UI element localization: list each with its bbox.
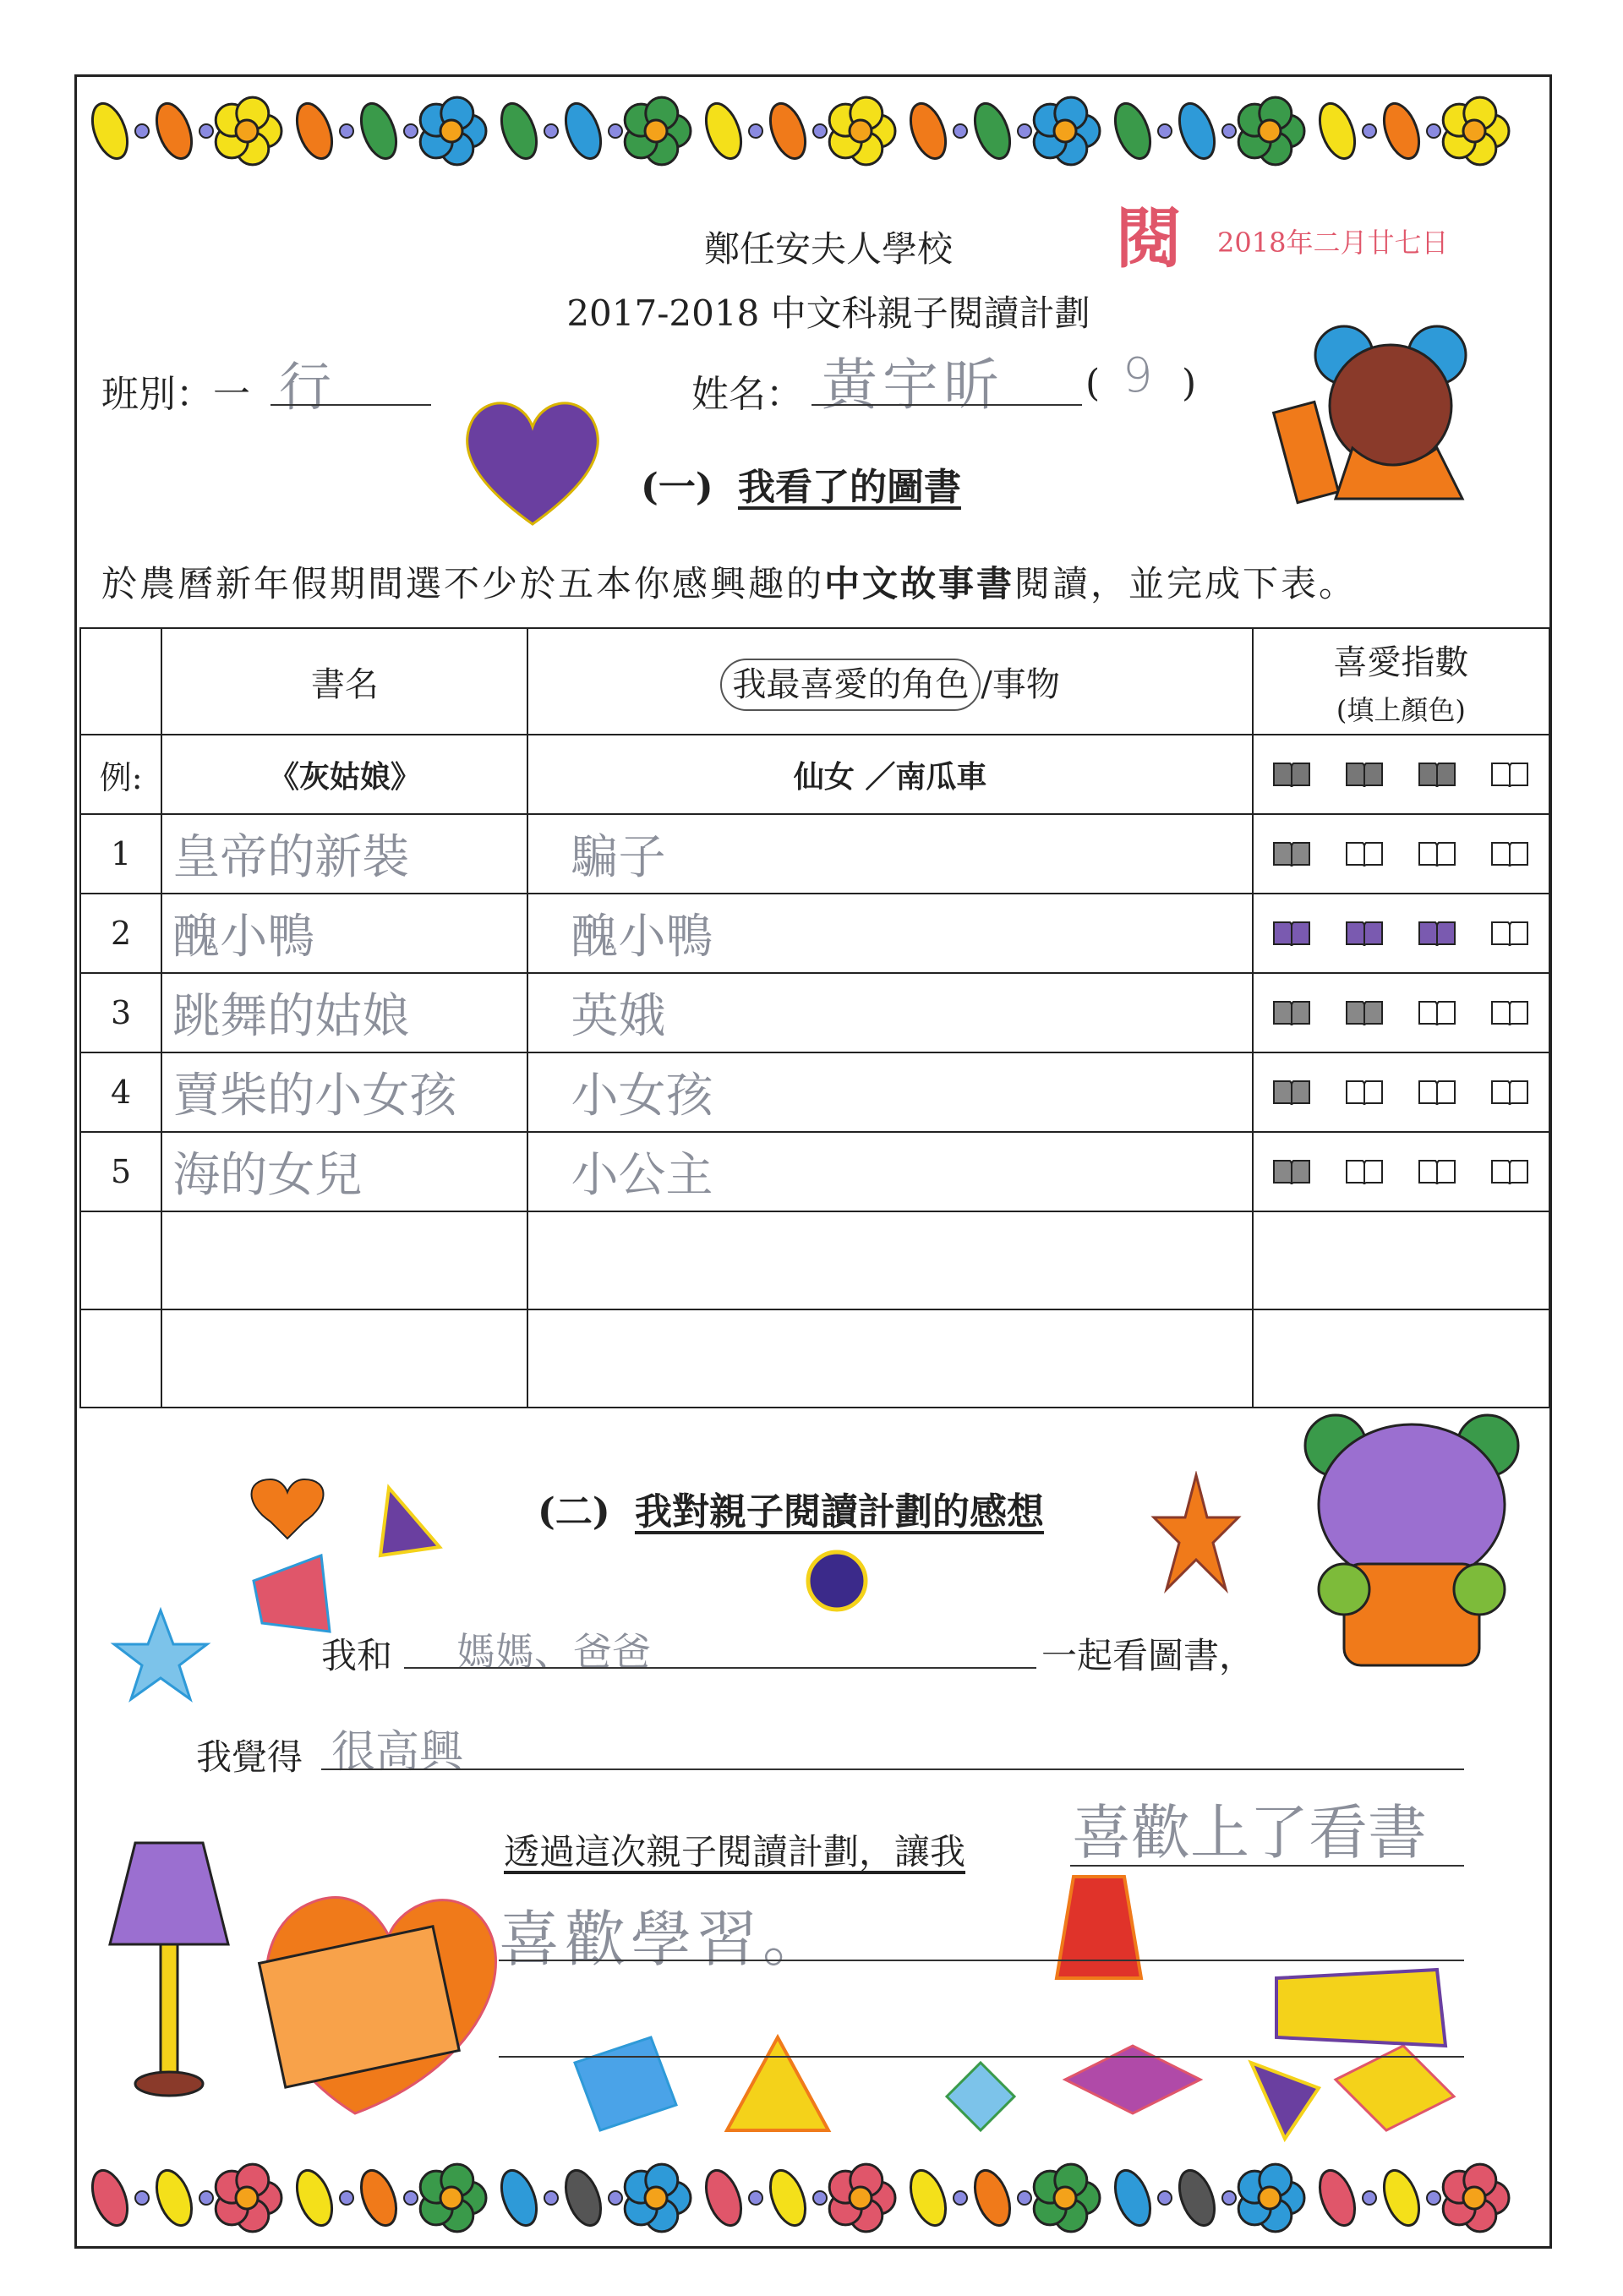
reflection-line2-pre: 我覺得	[196, 1736, 303, 1778]
book-title: 海的女兒	[161, 1132, 527, 1211]
header-rating-note: (填上顏色)	[1336, 693, 1466, 726]
section2-title: 我對親子閱讀計劃的感想	[634, 1490, 1044, 1533]
book-rating-empty-icon	[1490, 1078, 1529, 1107]
book-rating-filled-icon	[1272, 760, 1311, 789]
book-rating-filled-icon	[1272, 1157, 1311, 1186]
book-title: 賣柴的小女孩	[161, 1052, 527, 1132]
reflection-line1-pre: 我和	[321, 1635, 393, 1676]
yellow-shape-drawing	[1268, 1961, 1454, 2054]
empty-row	[80, 1309, 1549, 1408]
red-lantern-drawing	[1048, 1860, 1150, 1995]
header-title: 書名	[161, 628, 527, 735]
school-title: 鄭任安夫人學校	[703, 228, 953, 270]
student-number: 9	[1123, 348, 1153, 403]
orange-star-drawing	[1150, 1471, 1243, 1598]
book-rating-empty-icon	[1490, 839, 1529, 868]
book-rating-empty-icon	[1345, 1157, 1384, 1186]
reflection-line4-underline	[499, 1960, 1464, 1961]
book-rating-empty-icon	[1490, 998, 1529, 1027]
row-number: 4	[80, 1052, 161, 1132]
rating	[1253, 973, 1549, 1052]
blue-star-drawing	[110, 1606, 211, 1708]
table-row	[80, 894, 1549, 973]
row-number: 5	[80, 1132, 161, 1211]
reflection-line3-underline	[1070, 1865, 1464, 1867]
favorite-character: 小女孩	[527, 1052, 1252, 1132]
example-favorite: 仙女 ／南瓜車	[527, 735, 1252, 814]
section2-prefix: (二)	[538, 1490, 610, 1533]
reflection-line1-post: 一起看圖書，	[1041, 1635, 1255, 1676]
table-row	[80, 814, 1549, 894]
rating	[1253, 1132, 1549, 1211]
favorite-character: 英娥	[527, 973, 1252, 1052]
book-rating-filled-icon	[1272, 839, 1311, 868]
book-rating-empty-icon	[1345, 839, 1384, 868]
header-num	[80, 628, 161, 735]
reflection-line4-fill: 喜歡學習。	[499, 1904, 829, 1975]
row-number: 3	[80, 973, 161, 1052]
instruction-post: 閱讀，並完成下表。	[1014, 563, 1358, 604]
bear-sticker-drawing	[1285, 1412, 1538, 1691]
reflection-line3-fill: 喜歡上了看書	[1072, 1798, 1427, 1867]
class-value: 行	[279, 356, 332, 418]
book-rating-empty-icon	[1345, 1078, 1384, 1107]
book-title: 皇帝的新裝	[161, 814, 527, 894]
favorite-character: 騙子	[527, 814, 1252, 894]
example-title: 《灰姑娘》	[161, 735, 527, 814]
reflection-line1-fill: 媽媽、爸爸	[456, 1629, 651, 1675]
example-row	[80, 735, 1549, 814]
reflection-line5-underline	[499, 2056, 1464, 2058]
book-rating-filled-icon	[1345, 919, 1384, 948]
header-favorite-rest: /事物	[981, 664, 1060, 704]
instruction-bold: 中文故事書	[824, 563, 1015, 604]
book-title: 醜小鴨	[161, 894, 527, 973]
section1-instruction	[101, 556, 1357, 607]
header-favorite-circled: 我最喜愛的角色	[720, 659, 981, 711]
book-rating-empty-icon	[1418, 998, 1456, 1027]
section1-title: 我看了的圖書	[737, 466, 961, 509]
reflection-line3-pre: 透過這次親子閱讀計劃，讓我	[504, 1831, 966, 1872]
book-rating-empty-icon	[1418, 839, 1456, 868]
book-rating-empty-icon	[1490, 919, 1529, 948]
class-underline	[270, 404, 431, 406]
instruction-pre: 於農曆新年假期間選不少於五本你感興趣的	[101, 563, 825, 604]
example-label: 例:	[80, 735, 161, 814]
stamp-date: 2018年二月廿七日	[1217, 227, 1449, 259]
book-rating-filled-icon	[1272, 1078, 1311, 1107]
book-rating-filled-icon	[1345, 998, 1384, 1027]
rating	[1253, 1052, 1549, 1132]
mouse-sticker-drawing	[1268, 321, 1522, 516]
header-rating-title: 喜愛指數	[1333, 642, 1469, 682]
program-title: 2017-2018 中文科親子閱讀計劃	[566, 292, 1090, 334]
purple-heart-drawing	[456, 389, 609, 533]
purple-dot-drawing	[803, 1547, 871, 1615]
book-rating-empty-icon	[1418, 1078, 1456, 1107]
reading-table	[79, 627, 1550, 1408]
stamp-seal: 閱	[1116, 200, 1183, 277]
reflection-line1-underline	[404, 1667, 1036, 1669]
row-number: 1	[80, 814, 161, 894]
table-row	[80, 973, 1549, 1052]
name-underline	[812, 404, 1082, 406]
book-rating-empty-icon	[1418, 1157, 1456, 1186]
book-rating-filled-icon	[1418, 760, 1456, 789]
header-rating	[1253, 628, 1549, 735]
row-number: 2	[80, 894, 161, 973]
class-label: 班別：一	[101, 373, 250, 416]
section1-heading	[641, 456, 961, 511]
table-row	[80, 1132, 1549, 1211]
reflection-line2-fill: 很高興	[331, 1727, 464, 1778]
name-label: 姓名：	[691, 373, 803, 416]
number-close: )	[1182, 362, 1197, 405]
book-rating-filled-icon	[1345, 760, 1384, 789]
favorite-character: 小公主	[527, 1132, 1252, 1211]
favorite-character: 醜小鴨	[527, 894, 1252, 973]
table-row	[80, 1052, 1549, 1132]
book-title: 跳舞的姑娘	[161, 973, 527, 1052]
header-favorite	[527, 628, 1252, 735]
section1-prefix: (一)	[641, 466, 713, 509]
reflection-line2-underline	[321, 1768, 1464, 1770]
rating	[1253, 814, 1549, 894]
teacher-stamp	[1116, 186, 1513, 277]
example-rating	[1253, 735, 1549, 814]
section2-heading	[538, 1481, 1044, 1535]
book-rating-empty-icon	[1490, 1157, 1529, 1186]
book-rating-filled-icon	[1272, 998, 1311, 1027]
book-rating-filled-icon	[1272, 919, 1311, 948]
lamp-book-drawing	[101, 1826, 541, 2130]
number-open: (	[1085, 362, 1101, 405]
table-header-row	[80, 628, 1549, 735]
name-value: 黃宇昕	[822, 353, 1004, 418]
book-rating-filled-icon	[1418, 919, 1456, 948]
rating	[1253, 894, 1549, 973]
book-rating-empty-icon	[1490, 760, 1529, 789]
empty-row	[80, 1211, 1549, 1309]
shapes-drawing-left	[237, 1471, 490, 1640]
